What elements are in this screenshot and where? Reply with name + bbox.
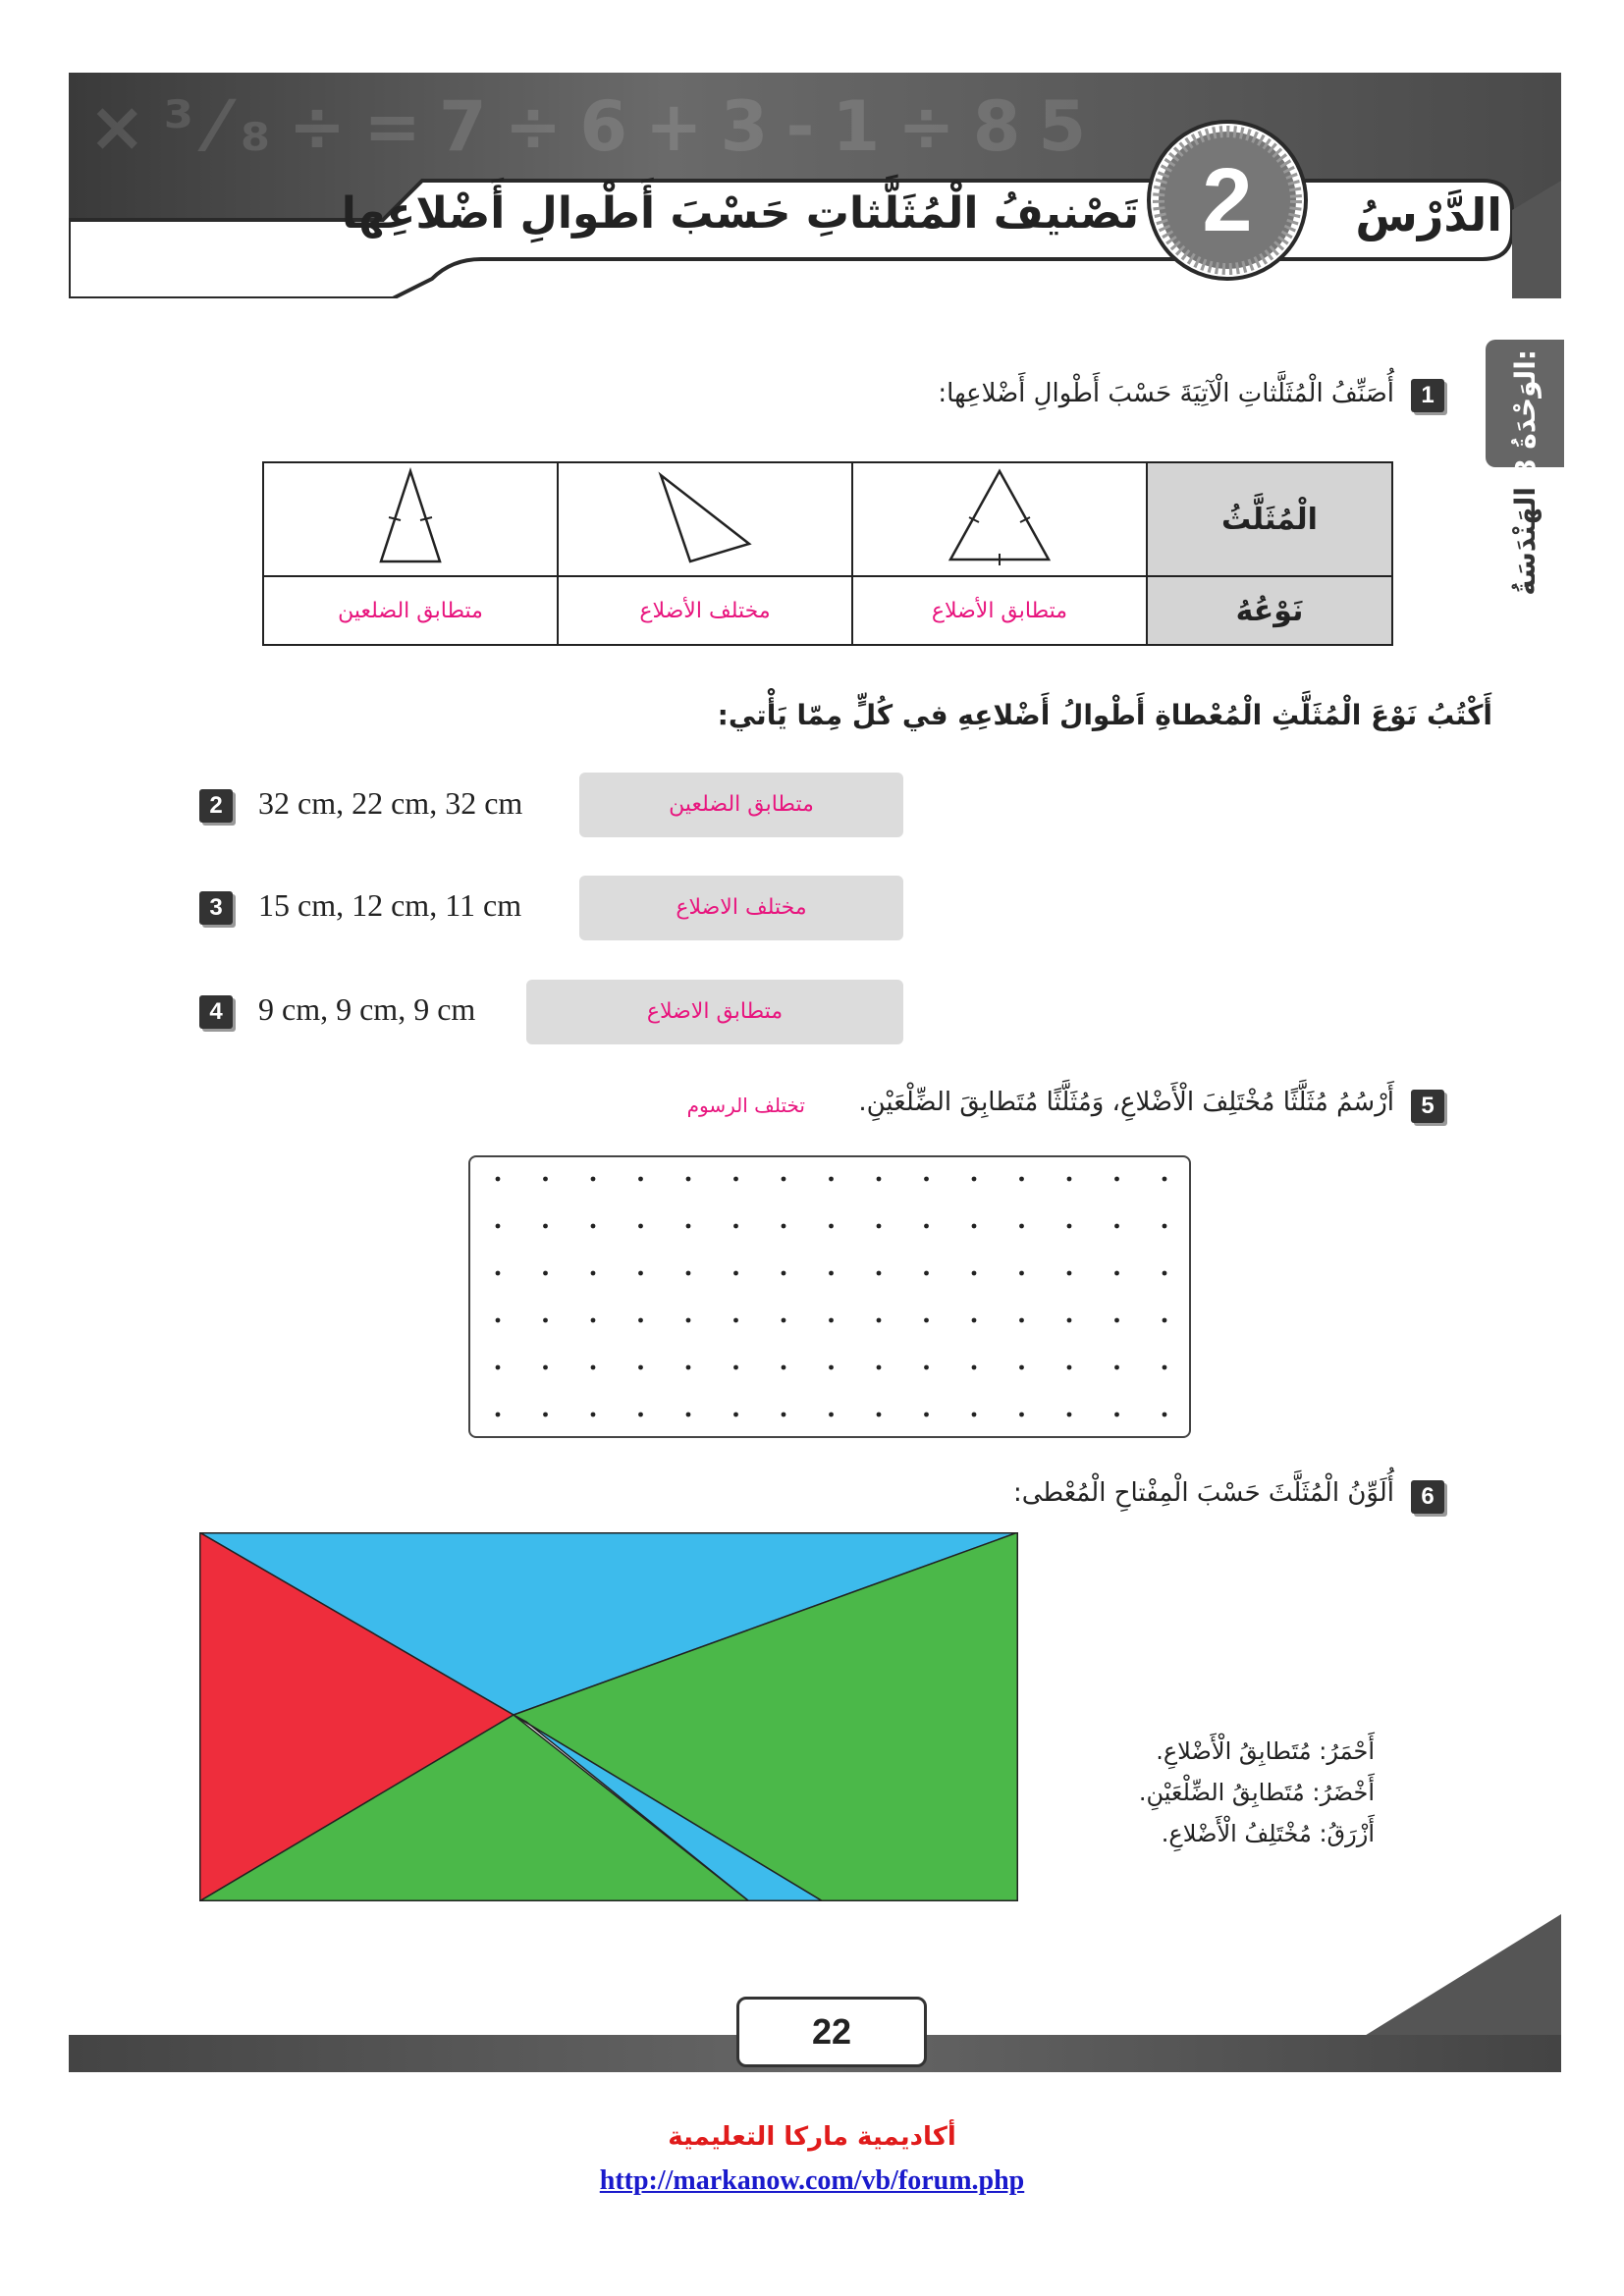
grid-dot bbox=[877, 1318, 882, 1323]
grid-dot bbox=[1019, 1318, 1024, 1323]
grid-dot bbox=[1163, 1365, 1167, 1370]
grid-dot bbox=[924, 1271, 929, 1276]
lesson-label: الدَّرْسُ bbox=[1355, 188, 1502, 241]
triangle-cell bbox=[558, 462, 852, 576]
grid-dot bbox=[591, 1271, 596, 1276]
grid-dot bbox=[591, 1318, 596, 1323]
grid-dot bbox=[972, 1413, 977, 1417]
question-number: 2 bbox=[199, 789, 233, 823]
question-prompt: أُصَنِّفُ الْمُثَلَّثاتِ الْآتِيَةَ حَسْبَ أَطْوالِ أَضْلاعِها: bbox=[938, 379, 1394, 408]
grid-dot bbox=[1067, 1365, 1072, 1370]
grid-dot bbox=[782, 1365, 786, 1370]
answer-note: تختلف الرسوم bbox=[686, 1094, 805, 1117]
question-number: 1 bbox=[1411, 379, 1444, 412]
section-prompt: أَكْتُبُ نَوْعَ الْمُثَلَّثِ الْمُعْطاةِ أَطْوالُ أَضْلاعِهِ في كُلٍّ مِمّا يَأْتي: bbox=[717, 699, 1492, 731]
row-header-triangle: الْمُثَلَّثُ bbox=[1147, 462, 1392, 576]
grid-dot bbox=[733, 1177, 738, 1182]
lesson-title: تَصْنيفُ الْمُثَلَّثاتِ حَسْبَ أَطْوالِ أَضْلاعِها bbox=[341, 188, 1139, 239]
grid-dot bbox=[496, 1413, 501, 1417]
grid-dot bbox=[782, 1224, 786, 1229]
grid-dot bbox=[1163, 1177, 1167, 1182]
grid-dot bbox=[591, 1413, 596, 1417]
grid-dot bbox=[1019, 1271, 1024, 1276]
unit-label: الوَحْدَةُ 8: bbox=[1509, 349, 1542, 478]
grid-dot bbox=[686, 1318, 691, 1323]
grid-dot bbox=[543, 1365, 548, 1370]
grid-dot bbox=[1114, 1177, 1119, 1182]
grid-dot bbox=[877, 1413, 882, 1417]
grid-dot bbox=[1067, 1224, 1072, 1229]
grid-dot bbox=[1067, 1413, 1072, 1417]
grid-dot bbox=[1067, 1271, 1072, 1276]
question-number: 6 bbox=[1411, 1480, 1444, 1514]
grid-dot bbox=[1163, 1318, 1167, 1323]
grid-dot bbox=[1019, 1224, 1024, 1229]
footer-corner bbox=[1355, 1914, 1561, 2042]
grid-dot bbox=[829, 1224, 834, 1229]
grid-dot bbox=[591, 1177, 596, 1182]
page-number: 22 bbox=[736, 1997, 927, 2067]
answer-box[interactable] bbox=[579, 773, 903, 837]
grid-dot bbox=[1067, 1318, 1072, 1323]
grid-dot bbox=[686, 1224, 691, 1229]
grid-dot bbox=[591, 1224, 596, 1229]
triangle-cell bbox=[263, 462, 558, 576]
question-number: 3 bbox=[199, 891, 233, 925]
key-blue: أَزْرَقُ: مُخْتَلِفُ الْأَضْلاعِ. bbox=[1161, 1820, 1375, 1847]
grid-dot bbox=[1114, 1413, 1119, 1417]
grid-dot bbox=[924, 1413, 929, 1417]
grid-dot bbox=[972, 1365, 977, 1370]
side-lengths: 15 cm, 12 cm, 11 cm bbox=[258, 887, 522, 923]
colored-triangles-figure[interactable] bbox=[199, 1532, 1018, 1901]
key-red: أَحْمَرُ: مُتَطابِقُ الْأَضْلاعِ. bbox=[1156, 1737, 1375, 1765]
grid-dot bbox=[1019, 1413, 1024, 1417]
grid-dot bbox=[877, 1365, 882, 1370]
grid-dot bbox=[829, 1271, 834, 1276]
grid-dot bbox=[829, 1177, 834, 1182]
grid-dot bbox=[543, 1318, 548, 1323]
question-number: 5 bbox=[1411, 1090, 1444, 1123]
grid-dot bbox=[1114, 1318, 1119, 1323]
answer-box[interactable] bbox=[526, 980, 903, 1044]
grid-dot bbox=[638, 1365, 643, 1370]
dot-grid-points bbox=[470, 1157, 1189, 1436]
grid-dot bbox=[1163, 1271, 1167, 1276]
isosceles-triangle-icon bbox=[352, 463, 469, 571]
answer-box[interactable] bbox=[579, 876, 903, 940]
side-lengths: 32 cm, 22 cm, 32 cm bbox=[258, 785, 523, 821]
grid-dot bbox=[638, 1271, 643, 1276]
grid-dot bbox=[733, 1318, 738, 1323]
grid-dot bbox=[1114, 1365, 1119, 1370]
grid-dot bbox=[924, 1365, 929, 1370]
grid-dot bbox=[782, 1318, 786, 1323]
grid-dot bbox=[686, 1413, 691, 1417]
side-lengths: 9 cm, 9 cm, 9 cm bbox=[258, 991, 476, 1027]
grid-dot bbox=[496, 1177, 501, 1182]
grid-dot bbox=[496, 1318, 501, 1323]
grid-dot bbox=[829, 1413, 834, 1417]
color-key bbox=[1041, 1737, 1375, 1847]
grid-dot bbox=[733, 1365, 738, 1370]
grid-dot bbox=[877, 1177, 882, 1182]
grid-dot bbox=[543, 1224, 548, 1229]
grid-dot bbox=[972, 1318, 977, 1323]
unit-tab bbox=[1486, 340, 1564, 478]
grid-dot bbox=[733, 1224, 738, 1229]
subject-label: الهَنْدَسَةُ bbox=[1509, 487, 1542, 596]
answer-text: مختلف الاضلاع bbox=[676, 895, 807, 920]
row-header-type: نَوْعُهُ bbox=[1147, 576, 1392, 645]
grid-dot bbox=[686, 1271, 691, 1276]
grid-dot bbox=[638, 1413, 643, 1417]
grid-dot bbox=[829, 1318, 834, 1323]
grid-dot bbox=[782, 1177, 786, 1182]
grid-dot bbox=[877, 1271, 882, 1276]
answer-type: متطابق الضلعين bbox=[263, 576, 558, 645]
grid-dot bbox=[1163, 1413, 1167, 1417]
grid-dot bbox=[638, 1224, 643, 1229]
grid-dot bbox=[591, 1365, 596, 1370]
grid-dot bbox=[924, 1177, 929, 1182]
triangle-cell bbox=[852, 462, 1147, 576]
forum-link[interactable]: http://markanow.com/vb/forum.php bbox=[599, 2165, 1025, 2196]
grid-dot bbox=[733, 1413, 738, 1417]
grid-dot bbox=[1163, 1224, 1167, 1229]
grid-dot bbox=[638, 1177, 643, 1182]
grid-dot bbox=[1114, 1224, 1119, 1229]
grid-dot bbox=[829, 1365, 834, 1370]
answer-type: مختلف الأضلاع bbox=[558, 576, 852, 645]
scalene-triangle-icon bbox=[636, 463, 774, 571]
grid-dot bbox=[496, 1271, 501, 1276]
grid-dot bbox=[877, 1224, 882, 1229]
grid-dot bbox=[496, 1365, 501, 1370]
grid-dot bbox=[733, 1271, 738, 1276]
answer-type: متطابق الأضلاع bbox=[852, 576, 1147, 645]
grid-dot bbox=[543, 1271, 548, 1276]
grid-dot bbox=[1114, 1271, 1119, 1276]
grid-dot bbox=[972, 1177, 977, 1182]
grid-dot bbox=[782, 1413, 786, 1417]
header-decoration: ×³⁄₈÷=7÷6+3-1÷85 bbox=[88, 86, 1105, 167]
key-green: أَخْضَرُ: مُتَطابِقُ الضِّلْعَيْنِ. bbox=[1138, 1779, 1375, 1806]
classification-table bbox=[262, 461, 1393, 646]
grid-dot bbox=[686, 1365, 691, 1370]
answer-text: متطابق الاضلاع bbox=[646, 999, 784, 1024]
grid-dot bbox=[543, 1413, 548, 1417]
grid-dot bbox=[543, 1177, 548, 1182]
lesson-header bbox=[69, 73, 1561, 298]
equilateral-triangle-icon bbox=[941, 463, 1058, 571]
grid-dot bbox=[782, 1271, 786, 1276]
grid-dot bbox=[972, 1224, 977, 1229]
grid-dot bbox=[1067, 1177, 1072, 1182]
answer-text: متطابق الضلعين bbox=[669, 792, 814, 817]
question-prompt: أُلَوِّنُ الْمُثَلَّثَ حَسْبَ الْمِفْتاحِ الْمُعْطى: bbox=[1012, 1478, 1394, 1508]
grid-dot bbox=[972, 1271, 977, 1276]
academy-name: أكاديمية ماركا التعليمية bbox=[668, 2122, 956, 2152]
question-prompt: أَرْسُمُ مُثَلَّثًا مُخْتَلِفَ الْأَضْلاعِ، وَمُثَلَّثًا مُتَطابِقَ الضِّلْعَيْنِ. bbox=[858, 1088, 1394, 1117]
grid-dot bbox=[1019, 1365, 1024, 1370]
question-number: 4 bbox=[199, 995, 233, 1029]
grid-dot bbox=[686, 1177, 691, 1182]
grid-dot bbox=[638, 1318, 643, 1323]
grid-dot bbox=[924, 1318, 929, 1323]
lesson-number: 2 bbox=[1202, 150, 1253, 250]
header-title-shape bbox=[69, 73, 1561, 298]
unit-side-tab bbox=[1486, 340, 1564, 762]
grid-dot bbox=[496, 1224, 501, 1229]
grid-dot bbox=[1019, 1177, 1024, 1182]
dot-grid[interactable] bbox=[468, 1155, 1191, 1438]
grid-dot bbox=[924, 1224, 929, 1229]
